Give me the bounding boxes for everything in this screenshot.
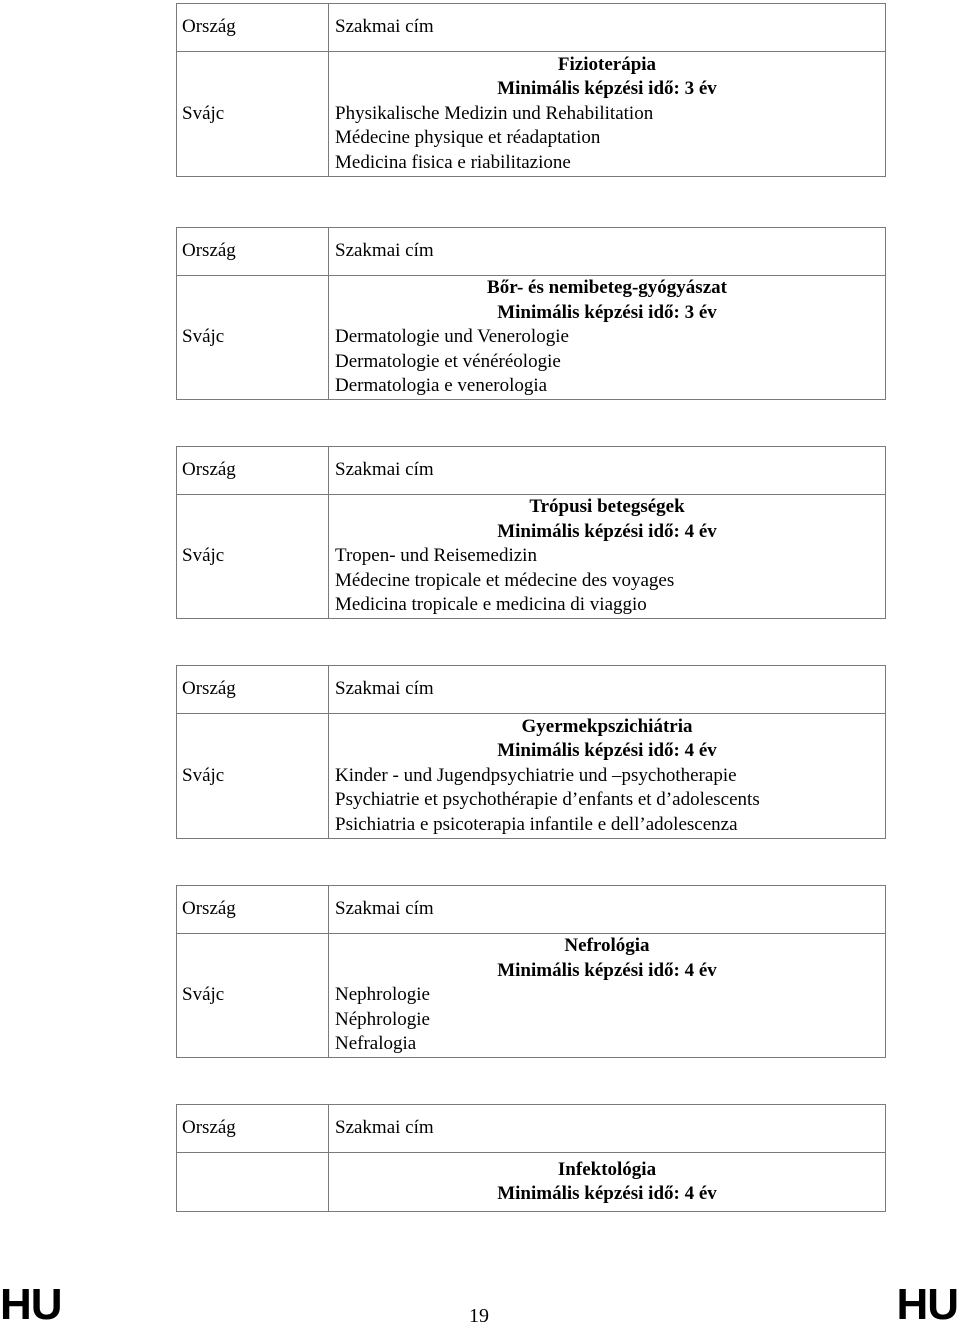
title-german: Tropen- und Reisemedizin: [335, 545, 537, 566]
title-french: Néphrologie: [335, 1008, 430, 1030]
country-cell: Svájc: [177, 714, 329, 839]
specialty-title: Trópusi betegségek: [529, 496, 685, 517]
training-duration: Minimális képzési idő: 4 év: [497, 520, 717, 542]
training-duration: Minimális képzési idő: 4 év: [497, 959, 717, 981]
title-header: Szakmai cím: [329, 4, 886, 52]
title-header: Szakmai cím: [329, 1105, 886, 1153]
specialty-table-4: [176, 665, 886, 839]
specialty-title: Fizioterápia: [557, 53, 657, 75]
title-cell: [329, 52, 886, 177]
specialty-table-5: [176, 885, 886, 1058]
title-italian: Medicina tropicale e medicina di viaggio: [335, 594, 647, 615]
specialty-title: Bőr- és nemibeteg-gyógyászat: [487, 277, 727, 298]
title-italian: Nefralogia: [335, 1033, 417, 1055]
specialty-table-2: [176, 227, 886, 400]
country-header: Ország: [177, 886, 329, 934]
title-cell: [329, 276, 886, 400]
country-cell: Svájc: [177, 276, 329, 400]
title-cell: [329, 1153, 886, 1212]
country-cell: Svájc: [177, 495, 329, 619]
training-duration: Minimális képzési idő: 3 év: [497, 301, 717, 323]
footer-country-code-right: HU: [896, 1280, 958, 1329]
title-german: Physikalische Medizin und Rehabilitation: [335, 102, 654, 124]
country-header: Ország: [177, 447, 329, 495]
title-french: Médecine physique et réadaptation: [335, 127, 601, 149]
title-german: Nephrologie: [335, 984, 430, 1006]
specialty-table-6: [176, 1104, 886, 1212]
title-german: Kinder - und Jugendpsychiatrie und –psychotherapie: [335, 764, 737, 786]
specialty-title: Nefrológia: [564, 935, 650, 957]
title-header: Szakmai cím: [329, 886, 886, 934]
specialty-table-1: [176, 3, 886, 177]
country-header: Ország: [177, 666, 329, 714]
training-duration: Minimális képzési idő: 4 év: [497, 740, 717, 762]
country-header: Ország: [177, 4, 329, 52]
specialty-title: Gyermekpszichiátria: [521, 715, 693, 737]
country-header: Ország: [177, 1105, 329, 1153]
title-cell: [329, 934, 886, 1058]
specialty-title: Infektológia: [557, 1158, 657, 1180]
training-duration: Minimális képzési idő: 4 év: [497, 1183, 717, 1204]
specialty-table-3: [176, 446, 886, 619]
title-header: Szakmai cím: [329, 228, 886, 276]
country-cell: [177, 1153, 329, 1212]
title-cell: [329, 714, 886, 839]
title-german: Dermatologie und Venerologie: [335, 326, 569, 347]
country-cell: Svájc: [177, 52, 329, 177]
title-italian: Dermatologia e venerologia: [335, 375, 548, 396]
title-french: Médecine tropicale et médecine des voyages: [335, 569, 675, 591]
page-number: 19: [469, 1305, 489, 1327]
country-header: Ország: [177, 228, 329, 276]
title-cell: [329, 495, 886, 619]
title-header: Szakmai cím: [329, 447, 886, 495]
footer-country-code-left: HU: [0, 1280, 62, 1329]
training-duration: Minimális képzési idő: 3 év: [497, 78, 717, 100]
title-header: Szakmai cím: [329, 666, 886, 714]
country-cell: Svájc: [177, 934, 329, 1058]
title-french: Dermatologie et vénéréologie: [335, 350, 561, 372]
title-italian: Medicina fisica e riabilitazione: [335, 151, 571, 173]
title-french: Psychiatrie et psychothérapie d’enfants et d’adolescents: [335, 789, 760, 811]
title-italian: Psichiatria e psicoterapia infantile e dell’adolescenza: [335, 813, 738, 835]
